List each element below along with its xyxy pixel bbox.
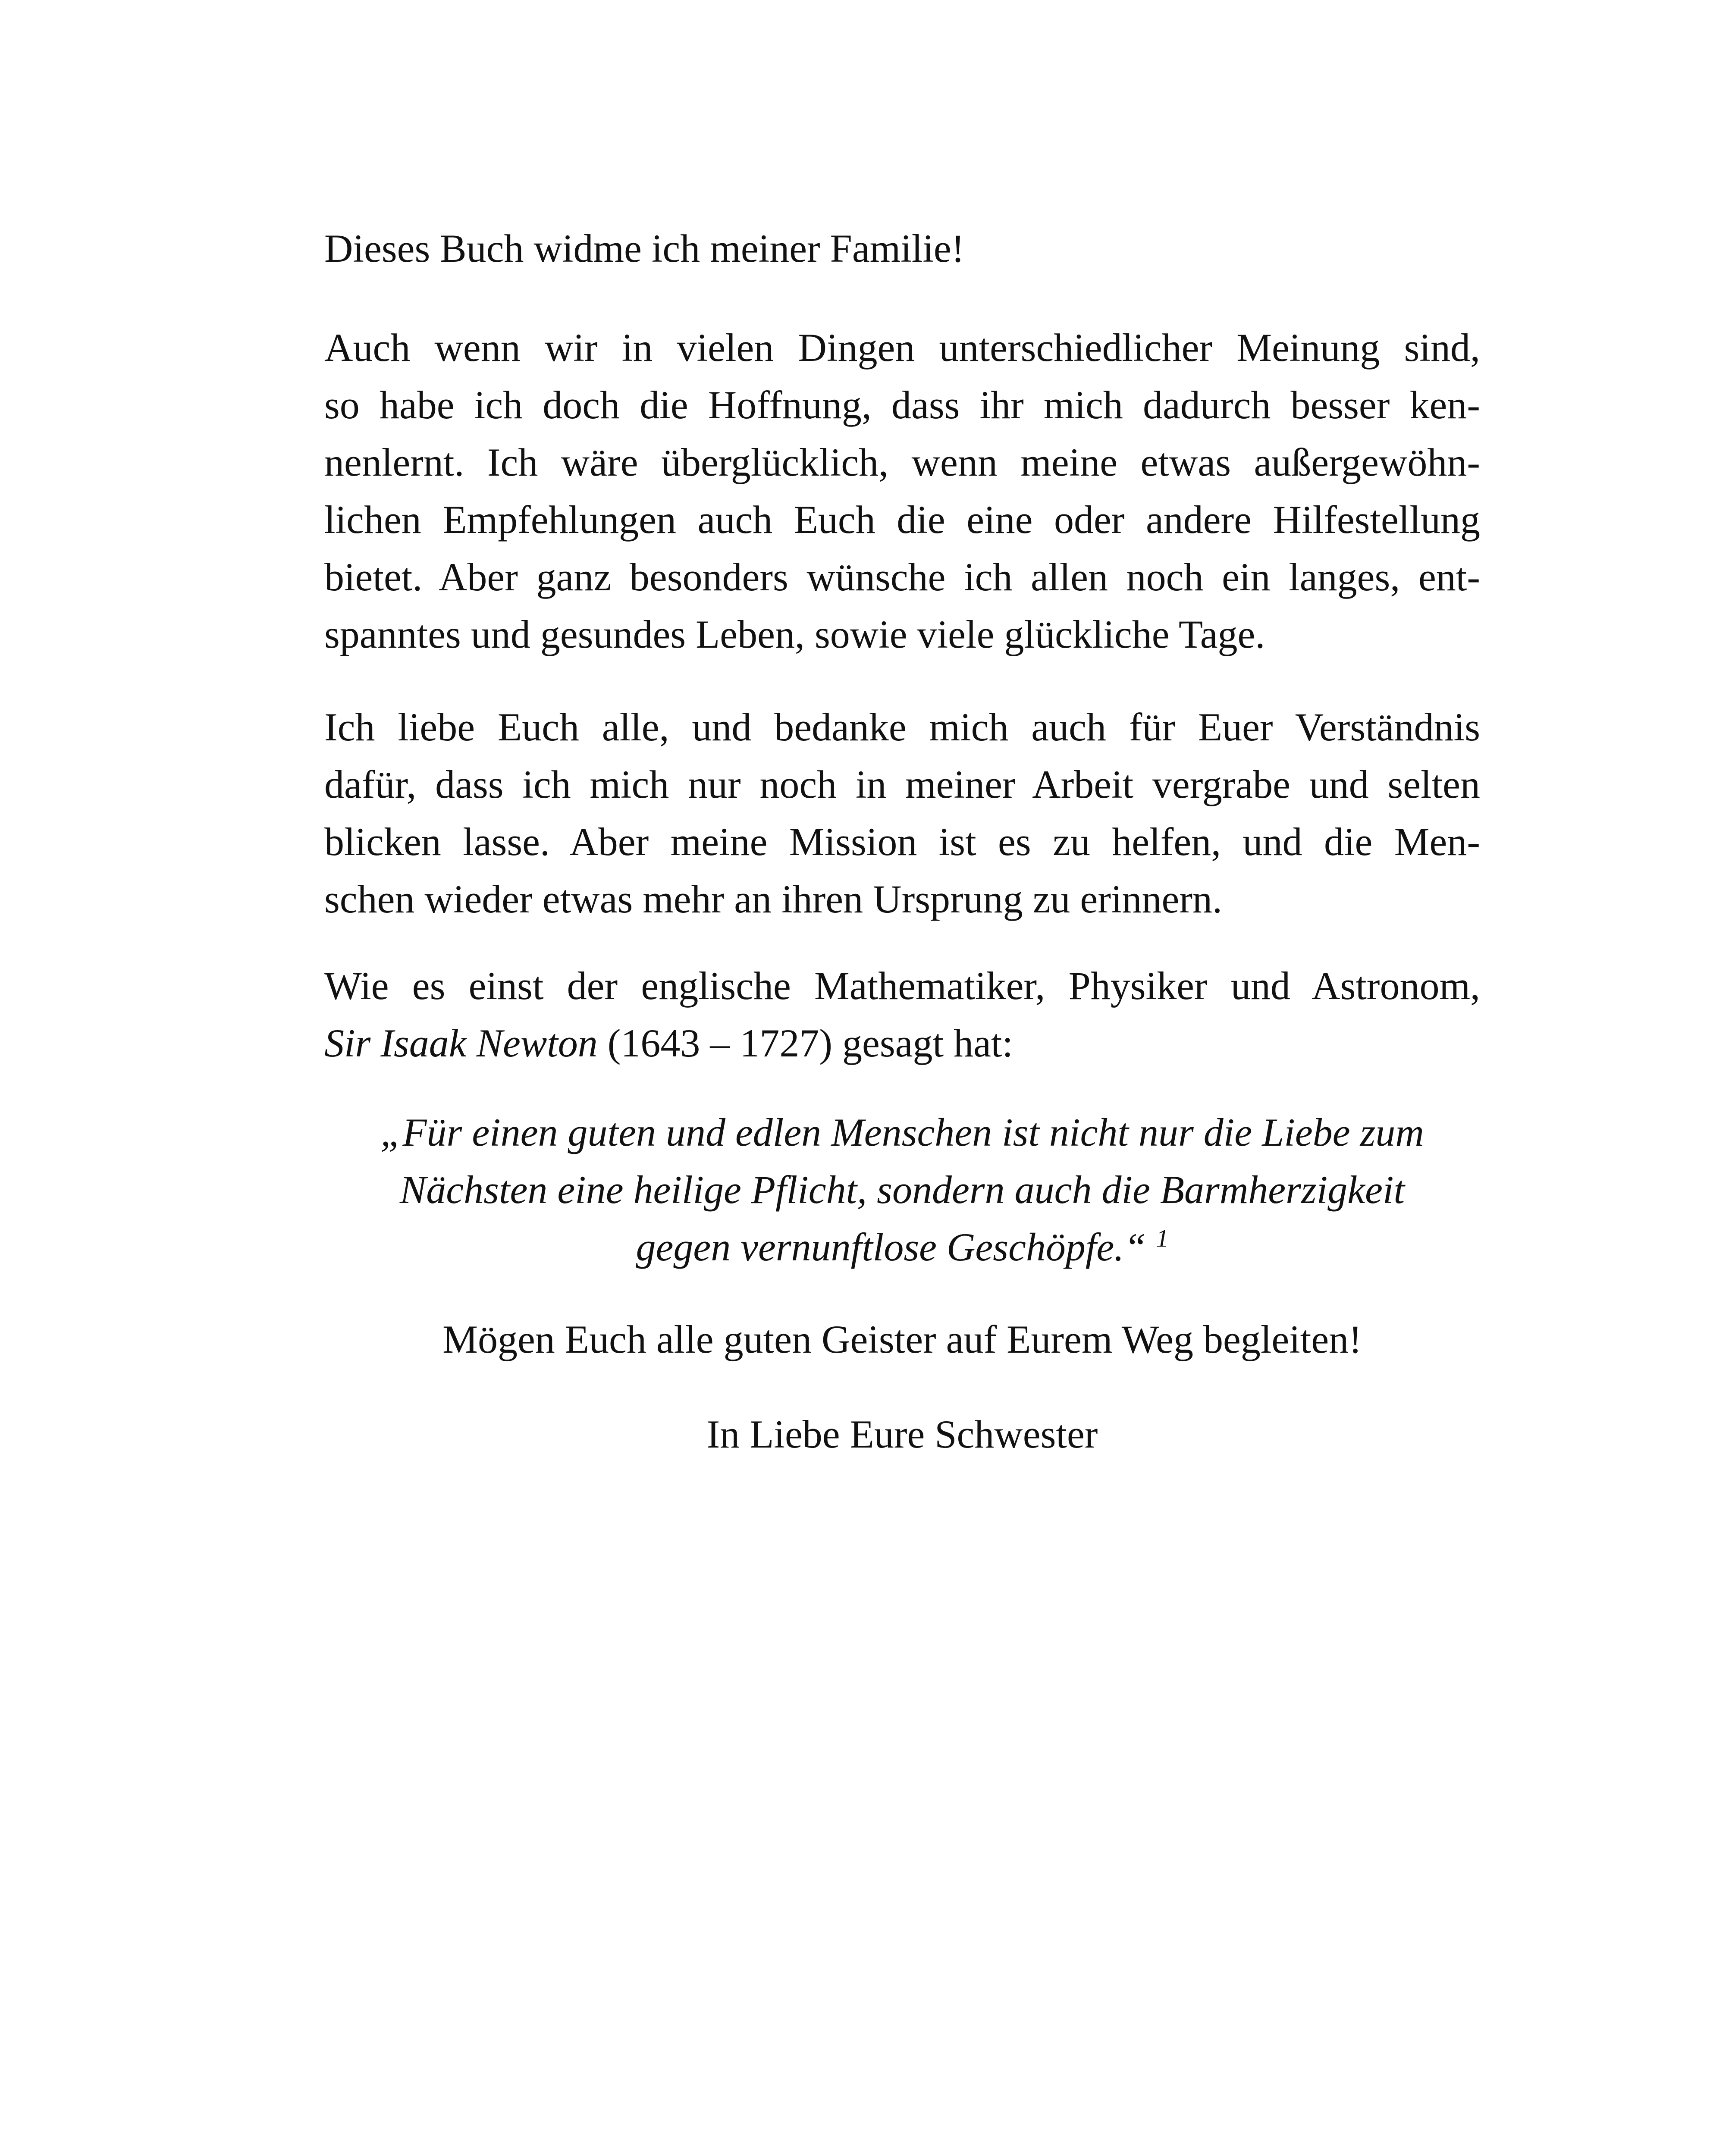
newton-dates: (1643 – 1727) gesagt hat: (597, 1021, 1013, 1065)
paragraph-line: Wie es einst der englische Mathematiker, Physiker und Astronom, (324, 964, 1480, 1008)
paragraph-line: Auch wenn wir in vielen Dingen unterschiedlicher Meinung sind, (324, 326, 1480, 370)
quote-line: Nächsten eine heilige Pflicht, sondern auch die Barmherzigkeit (399, 1168, 1405, 1212)
paragraph-newton-intro (324, 957, 1480, 1072)
dedication-line (324, 220, 1480, 277)
paragraph-line: blicken lasse. Aber meine Mission ist es zu helfen, und die Men- (324, 820, 1480, 864)
paragraph-hope (324, 319, 1480, 663)
quote-line: „Für einen guten und edlen Menschen ist nicht nur die Liebe zum (380, 1110, 1424, 1154)
paragraph-love (324, 699, 1480, 928)
paragraph-line: lichen Empfehlungen auch Euch die eine oder andere Hilfestellung (324, 498, 1480, 542)
paragraph-line: schen wieder etwas mehr an ihren Ursprung zu erinnern. (324, 877, 1222, 921)
newton-quote (324, 1104, 1480, 1276)
paragraph-line: Ich liebe Euch alle, und bedanke mich auch für Euer Verständnis (324, 705, 1480, 749)
closing-wish: Mögen Euch alle guten Geister auf Eurem Weg begleiten! (442, 1317, 1362, 1361)
paragraph-line: bietet. Aber ganz besonders wünsche ich allen noch ein langes, ent- (324, 555, 1480, 599)
quote-line-text: gegen vernunftlose Geschöpfe.“ (636, 1225, 1146, 1269)
paragraph-line: nenlernt. Ich wäre überglücklich, wenn meine etwas außergewöhn- (324, 440, 1480, 484)
paragraph-line (324, 1015, 1480, 1072)
paragraph-line: spanntes und gesundes Leben, sowie viele glückliche Tage. (324, 612, 1265, 656)
signature: In Liebe Eure Schwester (706, 1412, 1098, 1456)
paragraph-line: dafür, dass ich mich nur noch in meiner Arbeit vergrabe und selten (324, 762, 1480, 806)
paragraph-line: so habe ich doch die Hoffnung, dass ihr mich dadurch besser ken- (324, 383, 1480, 427)
newton-name: Sir Isaak Newton (324, 1021, 598, 1065)
footnote-reference[interactable]: 1 (1156, 1224, 1169, 1252)
dedication-text: Dieses Buch widme ich meiner Familie! (324, 226, 965, 270)
quote-line (324, 1219, 1480, 1276)
